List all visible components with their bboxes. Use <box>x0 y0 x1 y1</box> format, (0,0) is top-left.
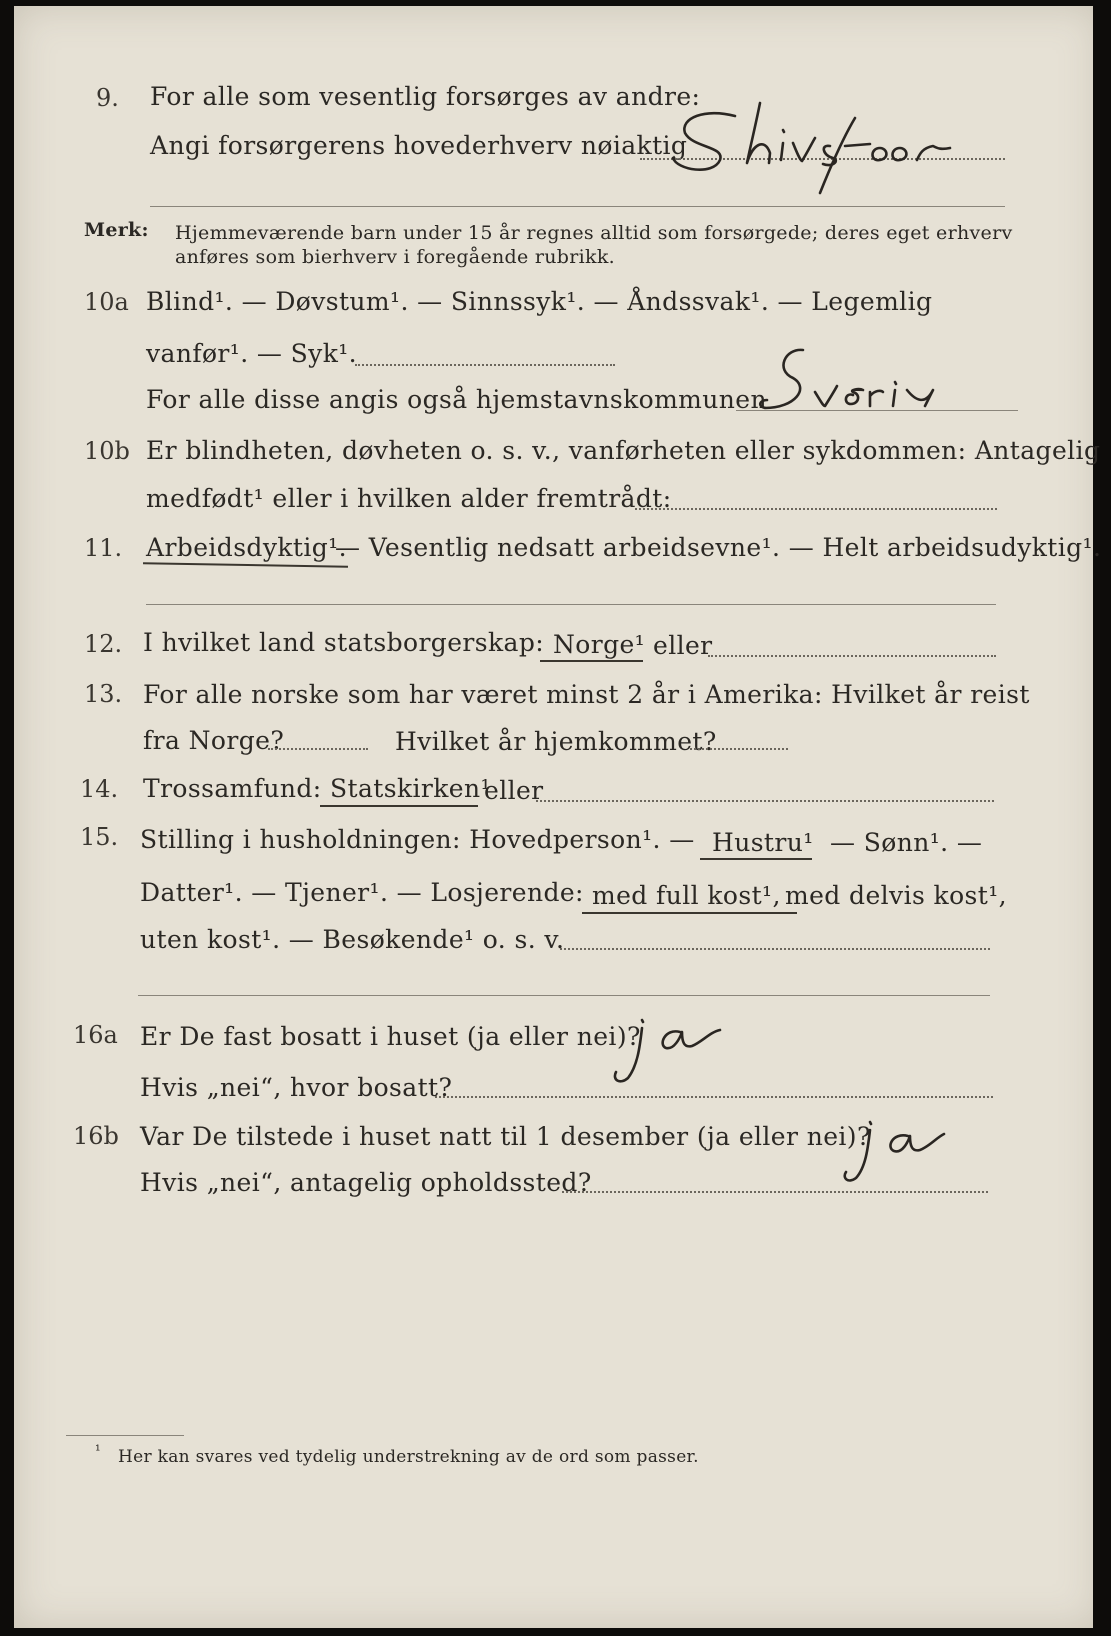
merk-line1: Hjemmeværende barn under 15 år regnes alltid som forsørgede; deres eget erhverv <box>175 222 1013 244</box>
q14-option-statskirken: Statskirken¹ <box>330 774 491 803</box>
q16a-number: 16a <box>73 1021 118 1049</box>
q9-handwritten-answer <box>665 98 995 202</box>
q15-option-full-kost: med full kost¹, <box>592 881 781 910</box>
q10b-answer-line <box>635 508 997 510</box>
q16b-answer-line <box>562 1191 988 1193</box>
q15-hustru-underline <box>700 858 812 860</box>
merk-line2: anføres som bierhverv i foregående rubrikk. <box>175 246 615 268</box>
q14-number: 14. <box>80 775 119 803</box>
q15-number: 15. <box>80 823 119 851</box>
q15-line1-end: — Sønn¹. — <box>830 828 983 857</box>
q10a-number: 10a <box>84 288 129 316</box>
q10a-line2-blank <box>355 364 615 366</box>
q10b-line1: Er blindheten, døvheten o. s. v., vanførheten eller sykdommen: Antagelig <box>146 436 1101 465</box>
q14-answer-line <box>536 800 994 802</box>
merk-label: Merk: <box>84 219 149 241</box>
q13-hjemkommet-line <box>690 748 788 750</box>
q10a-line1: Blind¹. — Døvstum¹. — Sinnssyk¹. — Åndssvak¹. — Legemlig <box>146 287 933 316</box>
q16a-handwritten-answer <box>610 1010 740 1094</box>
q15-option-hustru: Hustru¹ <box>712 828 814 857</box>
q12-answer-line <box>708 655 996 657</box>
q13-number: 13. <box>84 680 123 708</box>
footnote-mark: ¹ <box>95 1443 101 1459</box>
q14-eller: eller <box>484 776 544 805</box>
q15-line3: uten kost¹. — Besøkende¹ o. s. v. <box>140 925 565 954</box>
q13-hjemkommet-label: Hvilket år hjemkommet? <box>395 727 717 756</box>
q9-line1: For alle som vesentlig forsørges av andre: <box>150 82 701 111</box>
q13-reist-label: fra Norge? <box>143 726 285 755</box>
q15-answer-line <box>560 948 990 950</box>
q12-number: 12. <box>84 630 123 658</box>
q15-line1: Stilling i husholdningen: Hovedperson¹. — <box>140 825 695 854</box>
q9-number: 9. <box>96 84 119 112</box>
q16a-answer-line <box>435 1096 993 1098</box>
q15-delvis-kost: med delvis kost¹, <box>785 881 1007 910</box>
q16b-line2: Hvis „nei“, antagelig opholdssted? <box>140 1168 592 1197</box>
q11-separator <box>146 604 996 605</box>
q15-full-kost-underline <box>582 912 797 914</box>
page-edge <box>1093 0 1111 1636</box>
q16a-line1: Er De fast bosatt i huset (ja eller nei)? <box>140 1022 641 1051</box>
q10b-line2: medfødt¹ eller i hvilken alder fremtrådt: <box>146 484 672 513</box>
q14-underline-mark <box>320 805 478 807</box>
q11-other-options: — Vesentlig nedsatt arbeidsevne¹. — Helt arbeidsudyktig¹. <box>335 533 1102 562</box>
q10a-handwritten-answer <box>755 340 955 424</box>
q10b-number: 10b <box>84 437 130 465</box>
q13-reist-line <box>268 748 368 750</box>
q12-underline-mark <box>540 660 643 662</box>
q10a-line2: vanfør¹. — Syk¹. <box>146 339 358 368</box>
q16a-line2: Hvis „nei“, hvor bosatt? <box>140 1073 453 1102</box>
q16b-line1: Var De tilstede i huset natt til 1 desember (ja eller nei)? <box>140 1122 871 1151</box>
q15-line2: Datter¹. — Tjener¹. — Losjerende: <box>140 878 584 907</box>
q12-option-norge: Norge¹ <box>553 630 646 659</box>
q16b-number: 16b <box>73 1122 119 1150</box>
q13-line1: For alle norske som har været minst 2 år i Amerika: Hvilket år reist <box>143 680 1030 709</box>
q12-question: I hvilket land statsborgerskap: <box>143 628 545 657</box>
q12-eller: eller <box>653 631 713 660</box>
q9-line2: Angi forsørgerens hovederhverv nøiaktig <box>150 131 688 160</box>
q15-separator <box>138 995 990 996</box>
footnote-text: Her kan svares ved tydelig understrekning av de ord som passer. <box>118 1447 699 1467</box>
q11-option-arbeidsdyktig: Arbeidsdyktig¹. <box>146 533 347 562</box>
q10a-line3: For alle disse angis også hjemstavnskommunen <box>146 385 767 414</box>
q11-number: 11. <box>84 534 123 562</box>
footnote-rule <box>66 1435 184 1436</box>
q16b-handwritten-answer <box>840 1112 960 1196</box>
q14-question: Trossamfund: <box>143 774 322 803</box>
q9-separator <box>150 206 1005 207</box>
